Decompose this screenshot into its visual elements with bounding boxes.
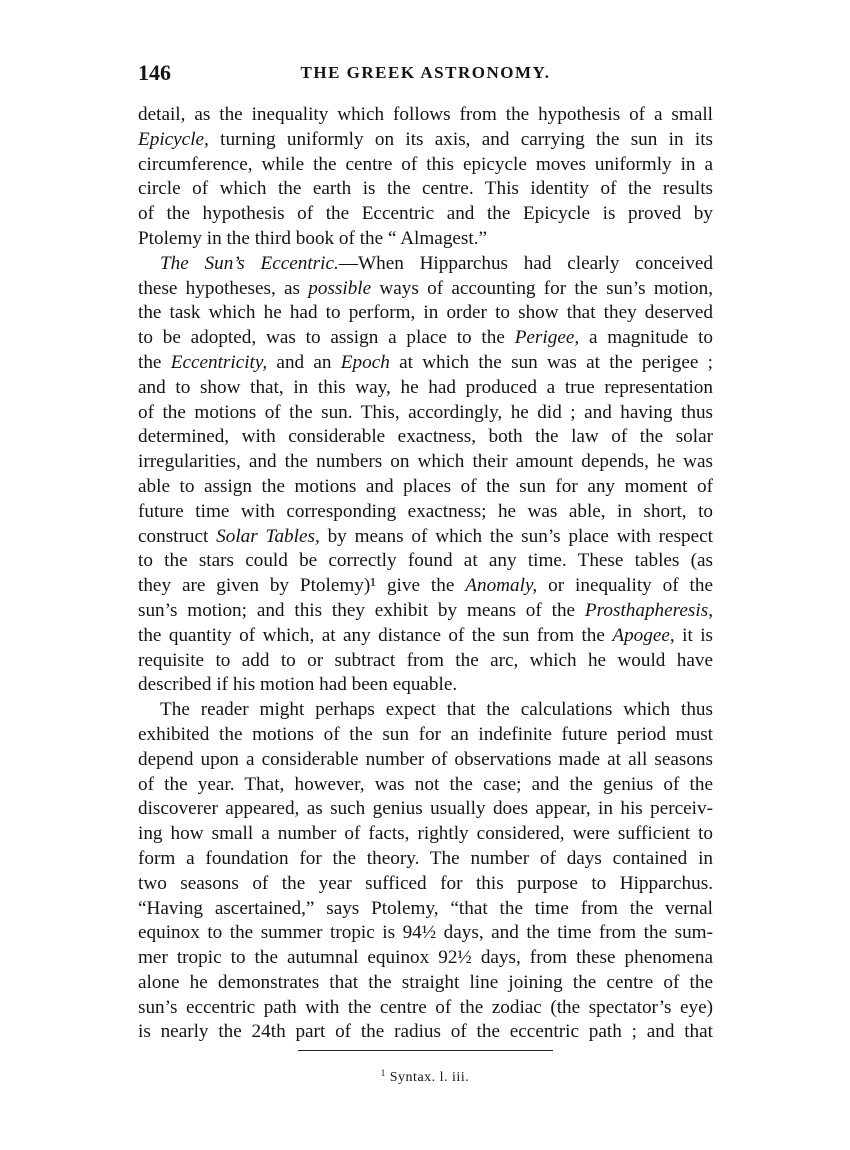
text-line: sun’s motion; and this they exhibit by means of the Prosthapheresis,	[138, 599, 713, 621]
text-line: mer tropic to the autumnal equinox 92½ days, from these phenomena	[138, 947, 713, 969]
page-number: 146	[138, 60, 171, 85]
text-line: able to assign the motions and places of the sun for any moment of	[138, 475, 713, 497]
text-line: form a foundation for the theory. The number of days contained in	[138, 847, 713, 869]
text-line: Epicycle, turning uniformly on its axis, and carrying the sun in its	[138, 128, 713, 150]
text-line: described if his motion had been equable.	[138, 674, 458, 696]
text-line: construct Solar Tables, by means of which the sun’s place with respect	[138, 525, 713, 547]
text-line: alone he demonstrates that the straight line joining the centre of the	[138, 971, 713, 993]
text-line: the quantity of which, at any distance of the sun from the Apogee, it is	[138, 624, 713, 646]
running-title: THE GREEK ASTRONOMY.	[300, 63, 551, 82]
text-line: detail, as the inequality which follows from the hypothesis of a small	[138, 104, 713, 125]
footnote-marker: 1	[380, 1068, 386, 1078]
text-line: to the stars could be correctly found at any time. These tables (as	[138, 550, 713, 572]
text-line: the Eccentricity, and an Epoch at which the sun was at the perigee ;	[138, 351, 713, 373]
text-line: ing how small a number of facts, rightly considered, were sufficient to	[138, 823, 713, 845]
footnote-divider	[298, 1050, 553, 1051]
text-line: sun’s eccentric path with the centre of the zodiac (the spectator’s eye)	[138, 996, 713, 1018]
footnote-text: Syntax. l. iii.	[389, 1070, 470, 1085]
text-line: and to show that, in this way, he had produced a true representation	[138, 376, 713, 398]
text-line: determined, with considerable exactness, both the law of the solar	[138, 426, 713, 448]
text-line: to be adopted, was to assign a place to the Perigee, a magnitude to	[138, 327, 713, 349]
text-line: of the hypothesis of the Eccentric and the Epicycle is proved by	[138, 203, 713, 225]
text-line: depend upon a considerable number of observations made at all seasons	[138, 748, 713, 770]
text-line: circle of which the earth is the centre. This identity of the results	[138, 178, 713, 200]
text-line: The Sun’s Eccentric.—When Hipparchus had clearly conceived	[160, 252, 713, 274]
text-line: “Having ascertained,” says Ptolemy, “that the time from the vernal	[138, 897, 713, 919]
text-line: requisite to add to or subtract from the arc, which he would have	[138, 649, 713, 671]
text-line: of the year. That, however, was not the case; and the genius of the	[138, 773, 713, 795]
text-line: discoverer appeared, as such genius usually does appear, in his perceiv-	[138, 798, 713, 820]
text-line: irregularities, and the numbers on which their amount depends, he was	[138, 451, 713, 473]
text-line: the task which he had to perform, in order to show that they deserved	[138, 302, 713, 324]
body-text	[138, 103, 713, 1045]
footnote	[0, 1068, 850, 1086]
text-line: of the motions of the sun. This, accordingly, he did ; and having thus	[138, 401, 713, 423]
text-line: these hypotheses, as possible ways of accounting for the sun’s motion,	[138, 277, 713, 299]
text-line: two seasons of the year sufficed for this purpose to Hipparchus.	[138, 872, 713, 894]
text-line: circumference, while the centre of this epicycle moves uniformly in a	[138, 153, 713, 175]
text-line: exhibited the motions of the sun for an indefinite future period must	[138, 723, 713, 745]
running-head	[138, 60, 713, 90]
text-line: they are given by Ptolemy)¹ give the Anomaly, or inequality of the	[138, 575, 713, 597]
text-line: future time with corresponding exactness; he was able, in short, to	[138, 500, 713, 522]
text-line: equinox to the summer tropic is 94½ days, and the time from the sum-	[138, 922, 713, 944]
text-line: is nearly the 24th part of the radius of the eccentric path ; and that	[138, 1021, 713, 1043]
text-line: Ptolemy in the third book of the “ Almagest.”	[138, 227, 488, 249]
text-line: The reader might perhaps expect that the calculations which thus	[160, 699, 713, 721]
